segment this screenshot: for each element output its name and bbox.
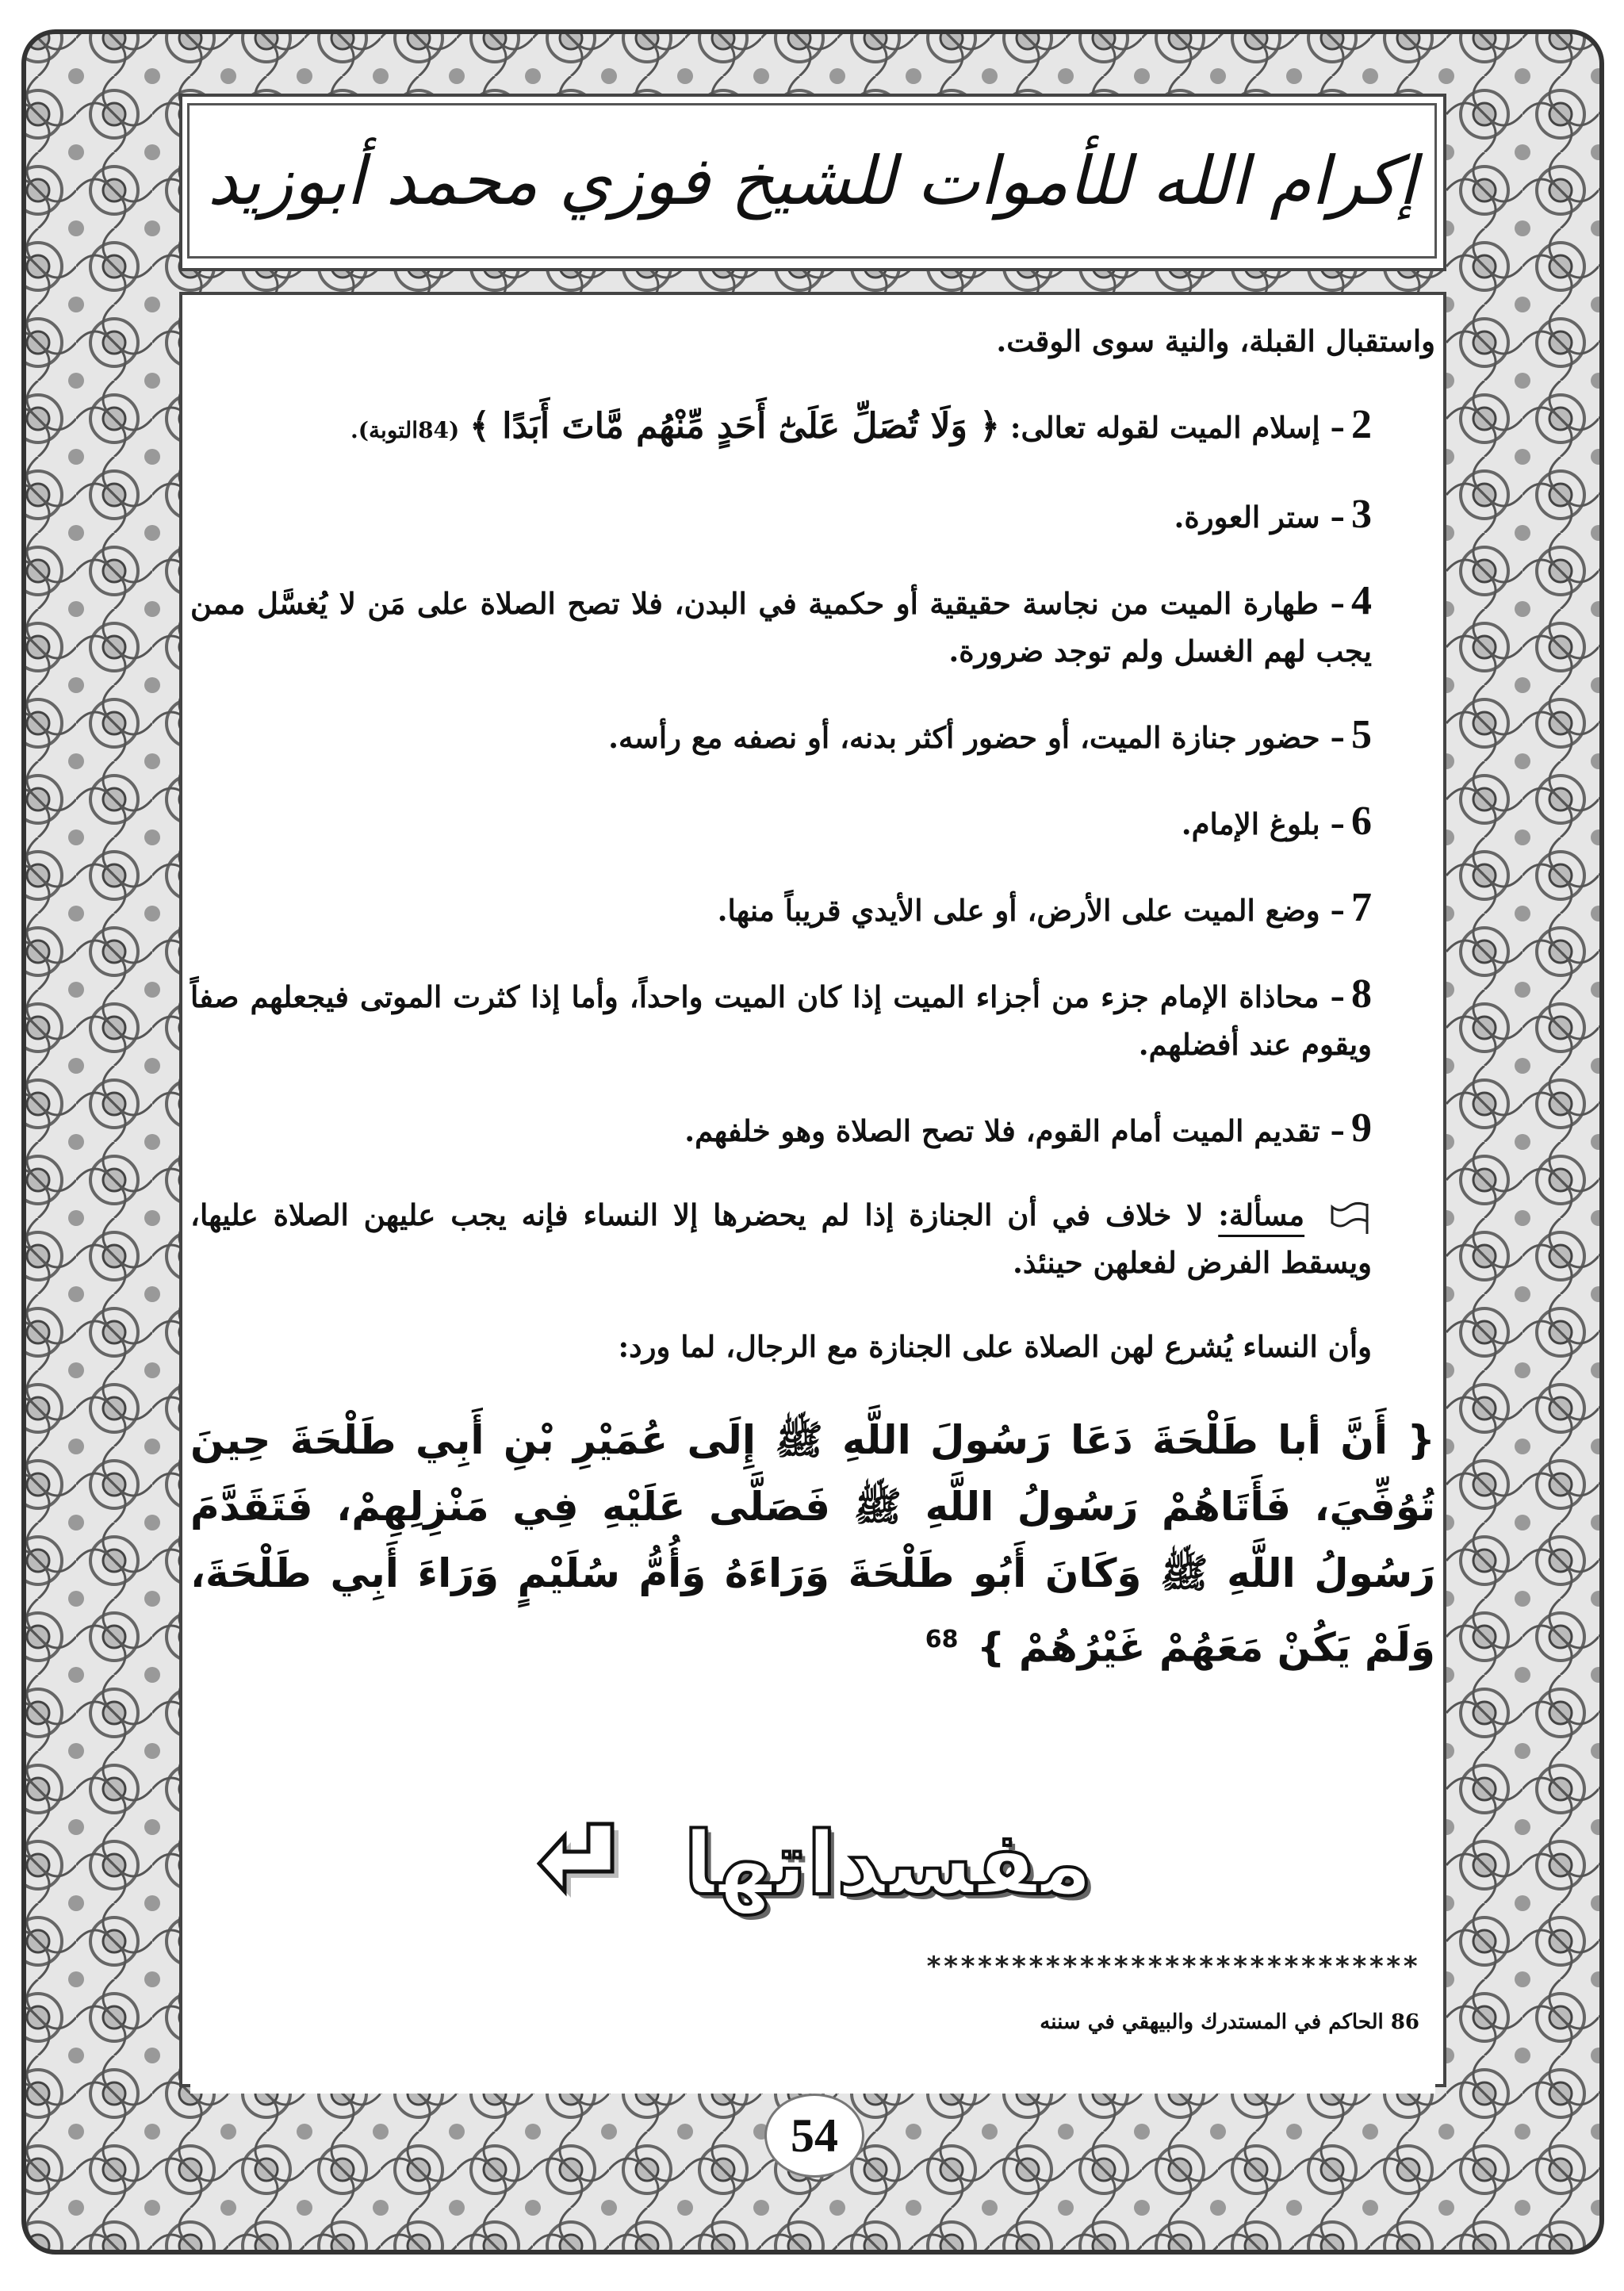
item-number: 9 [1351, 1105, 1372, 1151]
hadith-body: { أَنَّ أبا طَلْحَةَ دَعَا رَسُولَ اللَّهِ ﷺ إِلَى عُمَيْرِ بْنِ أَبِي طَلْحَةَ حِينَ تُوُفِّيَ، فَأَتَاهُمْ رَسُولُ اللَّهِ ﷺ فَصَلَّى عَلَيْهِ فِي مَنْزِلِهِمْ، فَتَقَدَّمَ رَسُولُ اللَّهِ ﷺ وَكَانَ أَبُو طَلْحَةَ وَرَاءَهُ وَأُمُّ سُلَيْمٍ وَرَاءَ أَبِي طَلْحَةَ، وَلَمْ يَكُنْ مَعَهُمْ غَيْرُهُمْ } [190, 1417, 1435, 1671]
header-banner [187, 103, 1437, 259]
section-title: مفسداتها [684, 1813, 1093, 1914]
item-3 [190, 491, 1435, 541]
item-text: – وضع الميت على الأرض، أو على الأيدي قريباً منها. [717, 893, 1345, 928]
masala-text: لا خلاف في أن الجنازة إذا لم يحضرها إلا النساء فإنه يجب عليهن الصلاة عليها، ويسقط الفرض لفعلهن حينئذ. [190, 1197, 1372, 1280]
item-8 [190, 971, 1435, 1068]
women-line: وأن النساء يُشرع لهن الصلاة على الجنازة مع الرجال، لما ورد: [618, 1329, 1372, 1364]
item-text: – طهارة الميت من نجاسة حقيقية أو حكمية في البدن، فلا تصح الصلاة على مَن لا يُغسَّل ممن يجب لهم الغسل ولم توجد ضرورة. [190, 586, 1372, 669]
item-text: – إسلام الميت لقوله تعالى: [1009, 410, 1345, 445]
item-number: 8 [1351, 971, 1372, 1017]
item-text: – حضور جنازة الميت، أو حضور أكثر بدنه، أو نصفه مع رأسه. [608, 720, 1345, 755]
masala-paragraph [190, 1191, 1435, 1286]
item-text: – محاذاة الإمام جزء من أجزاء الميت إذا كان الميت واحداً، وأما إذا كثرت الموتى فيجعلهم صفاً ويقوم عند أفضلهم. [190, 979, 1372, 1062]
masala-label: مسألة: [1218, 1197, 1305, 1232]
item-number: 7 [1351, 885, 1372, 930]
section-heading [190, 1813, 1435, 1914]
footnote-separator: ***************************** [925, 1951, 1419, 1983]
item-4 [190, 577, 1435, 675]
item-number: 2 [1351, 402, 1372, 447]
item-5 [190, 711, 1435, 761]
arrow-down-left-icon [533, 1816, 636, 1911]
item-2 [190, 401, 1435, 454]
footnote-text: 86 الحاكم في المستدرك والبيهقي في سننه [1040, 2010, 1419, 2034]
page-title: إكرام الله للأموات للشيخ فوزي محمد أبوزيد [207, 142, 1417, 220]
item-text: – بلوغ الإمام. [1181, 806, 1345, 841]
item-number: 3 [1351, 492, 1372, 537]
item-number: 6 [1351, 799, 1372, 844]
footnote-mark: 68 [925, 1626, 959, 1653]
item-6 [190, 798, 1435, 848]
item-text: – تقديم الميت أمام القوم، فلا تصح الصلاة وهو خلفهم. [684, 1113, 1345, 1148]
item-7 [190, 884, 1435, 934]
item-number: 5 [1351, 712, 1372, 757]
verse-reference: (84التوبة). [350, 417, 460, 443]
flag-icon [1327, 1201, 1372, 1236]
item-9 [190, 1105, 1435, 1155]
item-number: 4 [1351, 578, 1372, 623]
main-content [190, 317, 1435, 2094]
item-text: – ستر العورة. [1174, 500, 1345, 534]
hadith-text [190, 1407, 1435, 1681]
page-number: 54 [764, 2094, 864, 2178]
intro-line: واستقبال القبلة، والنية سوى الوقت. [996, 324, 1435, 358]
quran-verse: ﴿ وَلَا تُصَلِّ عَلَىٰٓ أَحَدٍ مِّنْهُم مَّاتَ أَبَدًا ﴾ [469, 406, 1000, 446]
